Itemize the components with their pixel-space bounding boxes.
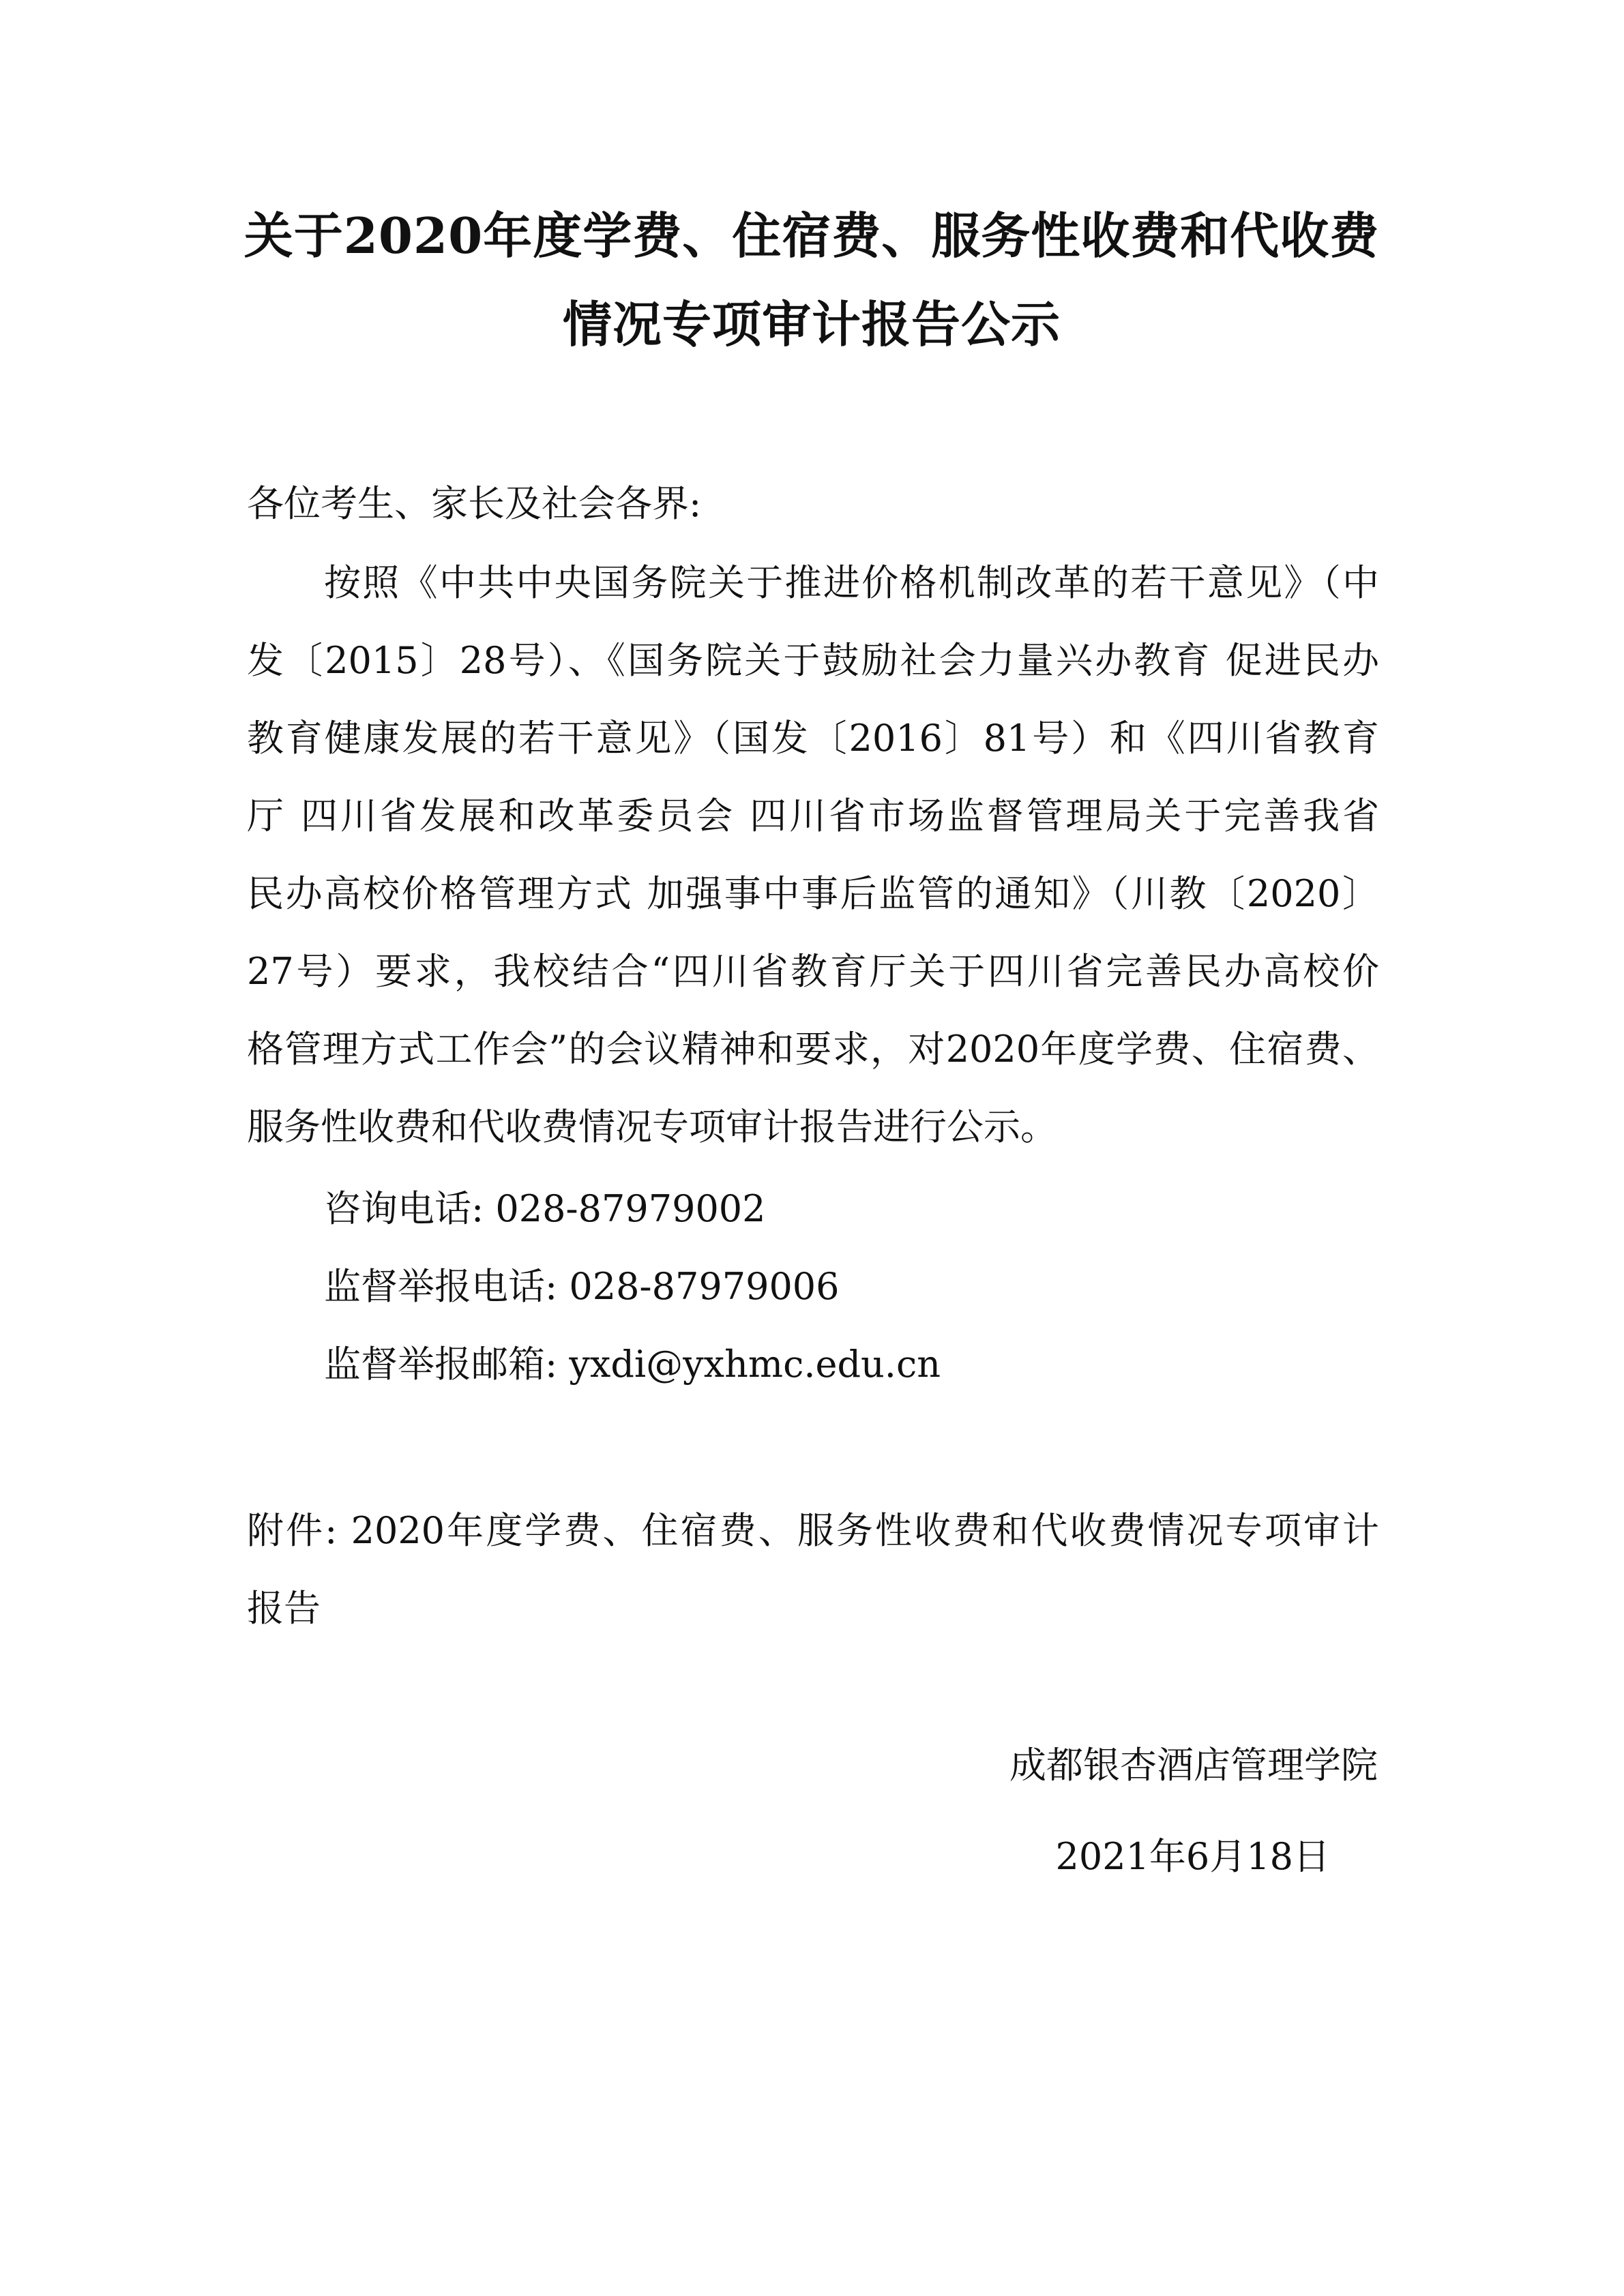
body-line-8: 服务性收费和代收费情况专项审计报告进行公示。 xyxy=(247,1105,1057,1148)
report-phone: 监督举报电话: 028-87979006 xyxy=(324,1265,840,1308)
body-line-7: 格管理方式工作会”的会议精神和要求，对2020年度学费、住宿费、 xyxy=(247,1028,1379,1071)
signature-date: 2021年6月18日 xyxy=(1055,1835,1330,1878)
report-email: 监督举报邮箱: yxdi@yxhmc.edu.cn xyxy=(324,1343,941,1386)
document-title-line-1: 关于2020年度学费、住宿费、服务性收费和代收费 xyxy=(243,207,1380,265)
body-line-3: 教育健康发展的若干意见》（国发〔2016〕81号）和《四川省教育 xyxy=(247,717,1379,760)
body-line-6: 27号）要求，我校结合“四川省教育厅关于四川省完善民办高校价 xyxy=(247,950,1379,993)
attachment-line-1: 附件: 2020年度学费、住宿费、服务性收费和代收费情况专项审计 xyxy=(247,1509,1379,1552)
consult-phone: 咨询电话: 028-87979002 xyxy=(324,1187,766,1230)
body-line-4: 厅 四川省发展和改革委员会 四川省市场监督管理局关于完善我省 xyxy=(247,794,1379,837)
document-title-line-2: 情况专项审计报告公示 xyxy=(562,295,1061,353)
attachment-line-2: 报告 xyxy=(247,1587,321,1630)
salutation: 各位考生、家长及社会各界: xyxy=(247,482,702,525)
body-line-5: 民办高校价格管理方式 加强事中事后监管的通知》（川教〔2020〕 xyxy=(247,872,1379,915)
body-line-2: 发〔2015〕28号）、《国务院关于鼓励社会力量兴办教育 促进民办 xyxy=(247,639,1379,682)
body-line-1: 按照《中共中央国务院关于推进价格机制改革的若干意见》（中 xyxy=(324,561,1379,604)
signature-organization: 成都银杏酒店管理学院 xyxy=(1009,1744,1378,1787)
